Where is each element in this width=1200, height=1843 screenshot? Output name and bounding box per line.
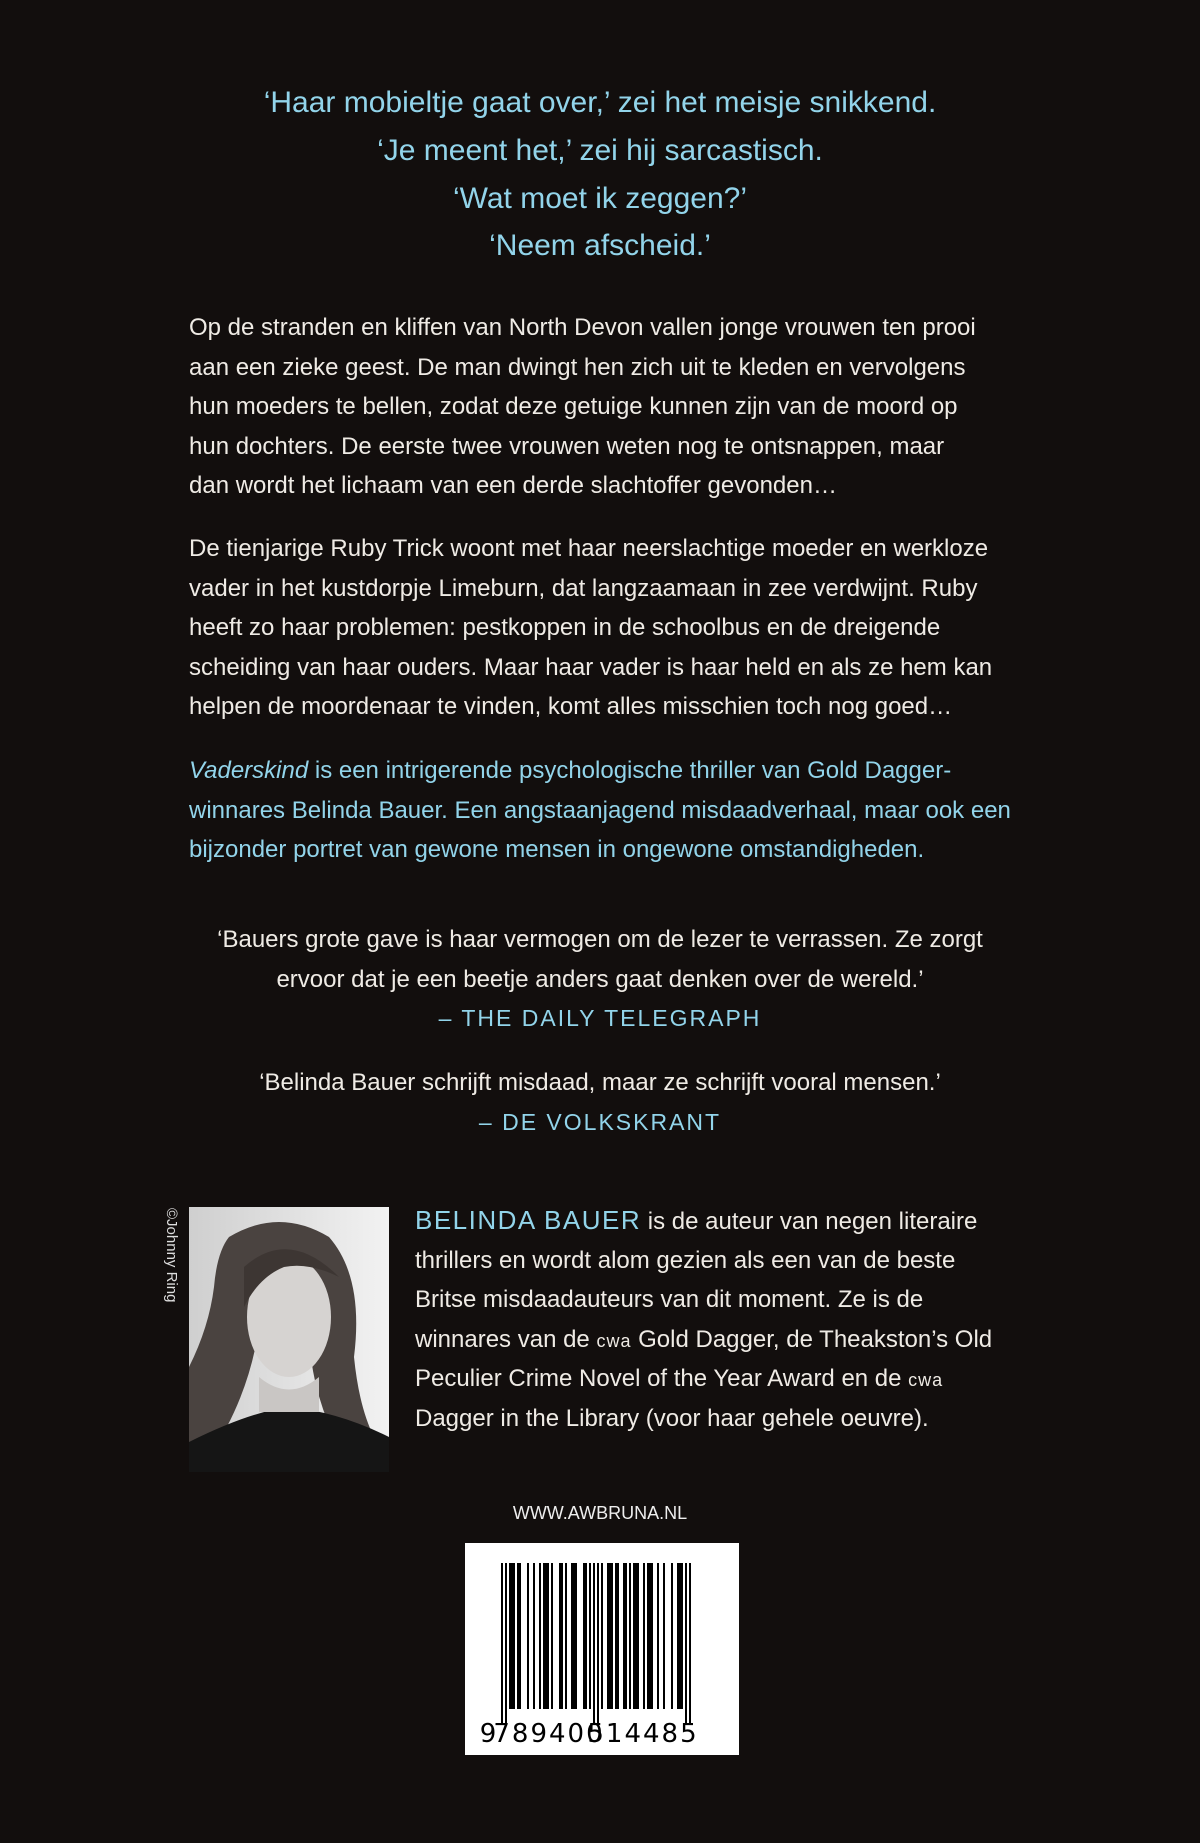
barcode-bar [685, 1563, 687, 1725]
barcode-bar [663, 1563, 665, 1709]
barcode-bar [671, 1563, 673, 1709]
barcode-bar [573, 1563, 575, 1709]
barcode-bar [607, 1563, 609, 1709]
barcode-digits-left: 789400 [493, 1719, 605, 1749]
author-name: BELINDA BAUER [415, 1205, 642, 1235]
photo-credit-text: ©Johnny Ring [163, 1208, 180, 1303]
barcode-bar [593, 1563, 595, 1725]
barcode-bar [513, 1563, 515, 1709]
bio-line: thrillers en wordt alom gezien als een van de beste [415, 1246, 956, 1274]
text-line: winnares Belinda Bauer. Een angstaanjagend misdaadverhaal, maar ook een [189, 796, 1011, 824]
barcode-bars [465, 1543, 739, 1755]
dialogue-line: ‘Je meent het,’ zei hij sarcastisch. [377, 134, 823, 167]
barcode-bar [571, 1563, 573, 1709]
barcode-bar [609, 1563, 611, 1709]
barcode-bar [575, 1563, 577, 1709]
barcode-digits-right: 514485 [587, 1719, 699, 1749]
barcode-bar [643, 1563, 645, 1709]
barcode-bar [611, 1563, 613, 1709]
barcode-bar [545, 1563, 547, 1709]
barcode-bar [677, 1563, 679, 1709]
bio-line: Britse misdaadauteurs van dit moment. Ze is de [415, 1286, 924, 1313]
review-line: ‘Bauers grote gave is haar vermogen om de lezer te verrassen. Ze zorgt [217, 926, 983, 953]
barcode-bar [679, 1563, 681, 1709]
review-telegraph [0, 920, 1200, 1039]
dialogue-line: ‘Wat moet ik zeggen?’ [452, 182, 748, 215]
dialogue-line: ‘Haar mobieltje gaat over,’ zei het meisje snikkend. [263, 86, 937, 119]
text-span: Gold Dagger, de Theakston’s Old [631, 1325, 993, 1353]
barcode-bar [649, 1563, 651, 1709]
barcode-bar [543, 1563, 545, 1709]
blurb-paragraph-1 [189, 308, 1069, 506]
barcode-bar [527, 1563, 529, 1709]
barcode-bar [505, 1563, 507, 1725]
barcode-bar [647, 1563, 649, 1709]
blurb-paragraph-2 [189, 529, 1069, 727]
barcode-bar [539, 1563, 541, 1709]
barcode-bar [657, 1563, 659, 1709]
barcode-bar [633, 1563, 635, 1709]
text-line: De tienjarige Ruby Trick woont met haar neerslachtige moeder en werkloze [189, 535, 989, 562]
barcode-digit-first: 9 [479, 1719, 499, 1749]
barcode-bar [533, 1563, 535, 1709]
book-title: Vaderskind [189, 757, 309, 784]
review-source: – THE DAILY TELEGRAPH [438, 1005, 762, 1031]
text-line: vader in het kustdorpje Limeburn, dat langzaamaan in zee verdwijnt. Ruby [189, 574, 978, 602]
barcode-bar [589, 1563, 591, 1709]
blurb-paragraph-3 [189, 751, 1069, 870]
barcode-bar [501, 1563, 503, 1725]
barcode-bar [601, 1563, 603, 1709]
barcode-bar [597, 1563, 599, 1725]
text-line: dan wordt het lichaam van een derde slachtoffer gevonden… [189, 472, 837, 499]
barcode-bar [561, 1563, 563, 1709]
barcode-bar [625, 1563, 627, 1709]
barcode-bar [623, 1563, 625, 1709]
barcode-bar [585, 1563, 587, 1709]
photo-credit [158, 1208, 182, 1328]
text-line: Op de stranden en kliffen van North Devon vallen jonge vrouwen ten prooi [189, 314, 976, 341]
review-line: ervoor dat je een beetje anders gaat denken over de wereld.’ [276, 965, 924, 993]
text-line: hun moeders te bellen, zodat deze getuige kunnen zijn van de moord op [189, 393, 958, 420]
barcode-bar [551, 1563, 553, 1709]
bio-line [415, 1359, 992, 1399]
review-line: ‘Belinda Bauer schrijft misdaad, maar ze schrijft vooral mensen.’ [259, 1069, 941, 1096]
barcode-bar [565, 1563, 567, 1709]
barcode-bar [615, 1563, 617, 1709]
text-span: winnares van de [415, 1325, 597, 1353]
barcode-bar [637, 1563, 639, 1709]
text-line: aan een zieke geest. De man dwingt hen zich uit te kleden en vervolgens [189, 353, 966, 381]
review-source: – DE VOLKSKRANT [478, 1108, 722, 1135]
text-line [189, 751, 1069, 791]
cwa-abbr: cwa [908, 1370, 944, 1390]
barcode-bar [583, 1563, 585, 1709]
bio-line [415, 1201, 992, 1241]
text-span: is de auteur van negen literaire [641, 1208, 978, 1235]
barcode-bar [651, 1563, 653, 1709]
barcode-bar [559, 1563, 561, 1709]
isbn-barcode [465, 1543, 739, 1755]
barcode-bar [617, 1563, 619, 1709]
text-line: bijzonder portret van gewone mensen in ongewone omstandigheden. [189, 836, 925, 863]
dialogue-line: ‘Neem afscheid.’ [489, 229, 711, 262]
review-volkskrant [0, 1063, 1200, 1142]
bio-line [415, 1320, 992, 1360]
text-line: helpen de moordenaar te vinden, komt alles misschien toch nog goed… [189, 693, 953, 720]
barcode-bar [629, 1563, 631, 1709]
bio-line: Dagger in the Library (voor haar gehele oeuvre). [415, 1404, 929, 1432]
text-line: heeft zo haar problemen: pestkoppen in de schoolbus en de dreigende [189, 614, 941, 641]
text-span: Peculier Crime Novel of the Year Award en de [415, 1365, 909, 1392]
barcode-bar [547, 1563, 549, 1709]
text-line: hun dochters. De eerste twee vrouwen weten nog te ontsnappen, maar [189, 432, 945, 460]
author-bio [415, 1201, 992, 1438]
text-line: scheiding van haar ouders. Maar haar vader is haar held en als ze hem kan [189, 653, 993, 681]
text-span: is een intrigerende psychologische thriller van Gold Dagger- [308, 757, 952, 784]
barcode-bar [689, 1563, 691, 1725]
cwa-abbr: cwa [596, 1330, 632, 1351]
barcode-bar [517, 1563, 519, 1709]
barcode-bar [635, 1563, 637, 1709]
barcode-bar [519, 1563, 521, 1709]
barcode-bar [681, 1563, 683, 1709]
publisher-website: WWW.AWBRUNA.NL [512, 1503, 688, 1523]
barcode-bar [511, 1563, 513, 1709]
author-photo [189, 1207, 389, 1472]
barcode-bar [509, 1563, 511, 1709]
